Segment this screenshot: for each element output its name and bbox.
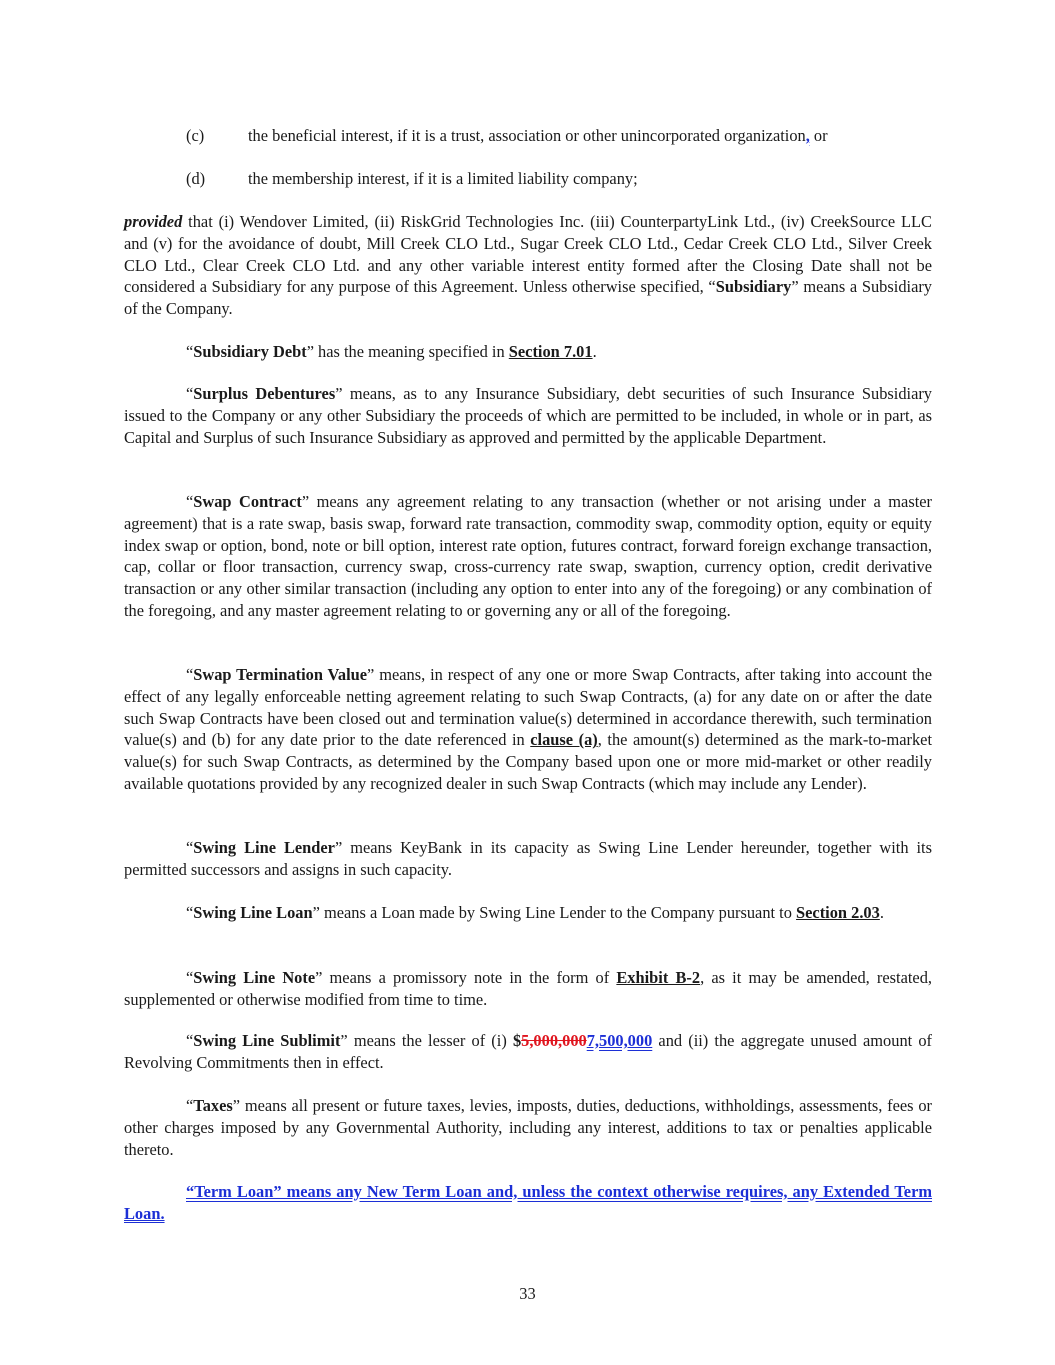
clause-c (124, 125, 1055, 147)
clause-d-text: the membership interest, if it is a limited liability company; (248, 169, 638, 188)
inserted-comma: , (805, 126, 810, 145)
exhibit-b-2-link[interactable]: Exhibit B-2 (616, 968, 701, 987)
term-taxes: Taxes (193, 1096, 233, 1115)
deleted-amount: 5,000,000 (521, 1031, 587, 1050)
clause-c-tail: or (809, 126, 828, 145)
section-2-03-link[interactable]: Section 2.03 (796, 903, 880, 922)
clause-a-link[interactable]: clause (a) (530, 730, 598, 750)
definition-swing-line-sublimit: “Swing Line Sublimit” means the lesser of (i) $5,000,0007,500,000 and (ii) the aggregate unused amount of Revolving Commitments then in effect. (124, 1031, 932, 1072)
clause-d (124, 168, 1055, 190)
definition-swap-contract: “Swap Contract” means any agreement relating to any transaction (whether or not arising under a master agreement) that is a rate swap, basis swap, forward rate transaction, commodity swap, commodity option, equity or equity index swap or option, bond, note or bill option, interest rate option, futures contract, forward foreign exchange transaction, cap, collar or floor transaction, currency swap, cross-currency rate swap, swaption, currency option, credit derivative transaction or any other similar transaction (including any option to enter into any of the foregoing) or any combination of the foregoing, and any master agreement relating to or governing any or all of the foregoing. (124, 492, 933, 620)
clause-c-text: the beneficial interest, if it is a trust, association or other unincorporated organization (248, 126, 806, 145)
clause-d-number: (d) (186, 169, 206, 188)
term-swing-line-sublimit: Swing Line Sublimit (193, 1031, 341, 1050)
proviso-lead: provided (124, 212, 183, 231)
page-number: 33 (519, 1284, 536, 1303)
definition-term-loan-inserted (124, 1181, 932, 1225)
term-swing-line-lender: Swing Line Lender (193, 838, 335, 857)
dollar-sign: $ (512, 1031, 522, 1050)
definition-swing-line-lender: “Swing Line Lender” means KeyBank in its capacity as Swing Line Lender hereunder, together with its permitted successors and assigns in such capacity. (124, 838, 932, 879)
proviso-paragraph: provided that (i) Wendover Limited, (ii) RiskGrid Technologies Inc. (iii) CounterpartyLink Ltd., (iv) CreekSource LLC and (v) for the avoidance of doubt, Mill Creek CLO Ltd., Sugar Creek CLO Ltd., Cedar Creek CLO Ltd., Silver Creek CLO Ltd., Clear Creek CLO Ltd. and any other variable interest entity formed after the Closing Date shall not be considered a Subsidiary for any purpose of this Agreement. Unless otherwise specified, “Subsidiary” means a Subsidiary of the Company. (124, 212, 932, 319)
term-subsidiary-debt: Subsidiary Debt (193, 342, 307, 361)
term-surplus-debentures: Surplus Debentures (193, 384, 336, 403)
term-swap-termination-value: Swap Termination Value (193, 665, 368, 684)
definition-subsidiary-debt: “Subsidiary Debt” has the meaning specified in Section 7.01. (186, 342, 597, 361)
term-swing-line-loan: Swing Line Loan (193, 903, 313, 922)
definition-swing-line-note: “Swing Line Note” means a promissory note in the form of Exhibit B-2, as it may be amended, restated, supplemented or otherwise modified from time to time. (124, 968, 932, 1009)
definition-taxes: “Taxes” means all present or future taxes, levies, imposts, duties, deductions, withholdings, assessments, fees or other charges imposed by any Governmental Authority, including any interest, additions to tax or penalties applicable thereto. (124, 1096, 932, 1159)
section-7-01-link[interactable]: Section 7.01 (508, 342, 593, 361)
clause-c-number: (c) (186, 126, 205, 145)
inserted-amount: 7,500,000 (586, 1031, 653, 1050)
definition-swing-line-loan: “Swing Line Loan” means a Loan made by Swing Line Lender to the Company pursuant to Section 2.03. (186, 903, 884, 922)
term-swing-line-note: Swing Line Note (193, 968, 316, 987)
definition-surplus-debentures: “Surplus Debentures” means, as to any Insurance Subsidiary, debt securities of such Insurance Subsidiary issued to the Company or any other Subsidiary the proceeds of which are permitted to be included, in whole or in part, as Capital and Surplus of such Insurance Subsidiary as approved and permitted by the applicable Department. (124, 384, 933, 447)
term-swap-contract: Swap Contract (193, 492, 302, 511)
definition-swap-termination-value: “Swap Termination Value” means, in respect of any one or more Swap Contracts, after taking into account the effect of any legally enforceable netting agreement relating to such Swap Contracts, (a) for any date on or after the date such Swap Contracts have been closed out and termination value(s) determined in accordance therewith, such termination value(s) and (b) for any date prior to the date referenced in clause (a), the amount(s) determined as the mark-to-market value(s) for such Swap Contracts, as determined by the Company based upon one or more mid-market or other readily available quotations provided by any recognized dealer in such Swap Contracts (which may include any Lender). (124, 665, 933, 793)
subsidiary-term: Subsidiary (715, 277, 792, 297)
term-loan-inserted-text: “Term Loan” means any New Term Loan and, unless the context otherwise requires, any Extended Term Loan. (124, 1182, 932, 1223)
